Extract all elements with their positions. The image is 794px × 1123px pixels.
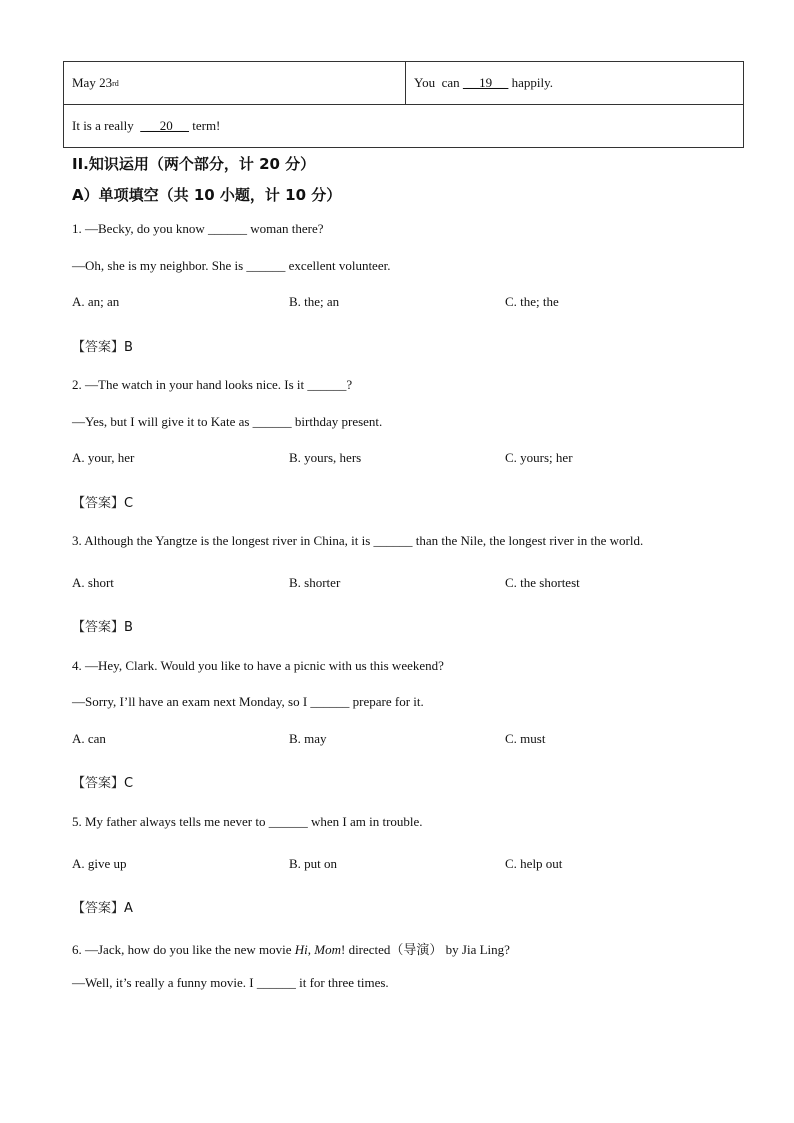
schedule-table — [63, 61, 744, 148]
table-row — [64, 105, 743, 147]
question-4-line-1: 4. —Hey, Clark. Would you like to have a picnic with us this weekend? — [72, 658, 444, 673]
question-3-option-c: C. the shortest — [505, 575, 580, 590]
date-text: May 23 — [72, 75, 113, 90]
cell-text: term! — [188, 118, 221, 133]
answer-tag: 【答案】 — [72, 496, 125, 511]
answer-value: C — [124, 496, 134, 511]
answer-tag: 【答案】 — [72, 901, 125, 916]
question-5-line-1: 5. My father always tells me never to ______ when I am in trouble. — [72, 814, 423, 829]
answer-value: B — [124, 340, 133, 355]
answer-tag: 【答案】 — [72, 340, 125, 355]
question-2-option-b: B. yours, hers — [289, 450, 362, 465]
question-2-answer — [72, 492, 133, 511]
question-5-option-a: A. give up — [72, 856, 127, 871]
question-4-answer — [72, 772, 133, 791]
answer-value: A — [124, 901, 133, 916]
question-text: ! directed（导演） by Jia Ling? — [340, 942, 510, 957]
question-1-line-2: —Oh, she is my neighbor. She is ______ excellent volunteer. — [72, 258, 391, 273]
question-6-line-1 — [72, 939, 510, 958]
question-4-option-c: C. must — [505, 731, 546, 746]
answer-value: B — [124, 620, 133, 635]
question-6-line-2: —Well, it’s really a funny movie. I ______ it for three times. — [72, 975, 389, 990]
question-1-answer — [72, 336, 133, 355]
cell-text: You can — [414, 75, 463, 90]
part-title: A）单项填空（共 10 小题，计 10 分） — [72, 186, 342, 204]
question-5-option-c: C. help out — [505, 856, 563, 871]
question-text: , — [307, 942, 315, 957]
table-cell-activity — [406, 62, 743, 104]
table-cell-date — [64, 62, 406, 104]
question-1-option-b: B. the; an — [289, 294, 340, 309]
table-row — [64, 62, 743, 105]
question-text: 6. —Jack, how do you like the new movie — [72, 942, 295, 957]
blank-20: __20__ — [140, 118, 189, 133]
movie-title-part: Hi — [294, 942, 308, 957]
blank-19: __19__ — [462, 75, 509, 90]
question-1-option-a: A. an; an — [72, 294, 120, 309]
question-4-option-a: A. can — [72, 731, 106, 746]
question-5-option-b: B. put on — [289, 856, 338, 871]
question-1-line-1: 1. —Becky, do you know ______ woman there? — [72, 221, 324, 236]
question-3-line-1: 3. Although the Yangtze is the longest river in China, it is ______ than the Nile, the longest river in the world. — [72, 533, 644, 548]
question-3-option-a: A. short — [72, 575, 114, 590]
movie-title-part: Mom — [314, 942, 341, 957]
question-4-option-b: B. may — [289, 731, 327, 746]
question-3-option-b: B. shorter — [289, 575, 341, 590]
question-2-option-c: C. yours; her — [505, 450, 573, 465]
question-2-line-2: —Yes, but I will give it to Kate as ______ birthday present. — [72, 414, 383, 429]
question-3-answer — [72, 616, 133, 635]
question-4-line-2: —Sorry, I’ll have an exam next Monday, so I ______ prepare for it. — [72, 694, 424, 709]
answer-value: C — [124, 776, 134, 791]
date-suffix: rd — [112, 78, 119, 88]
question-5-answer — [72, 897, 133, 916]
question-2-line-1: 2. —The watch in your hand looks nice. Is it ______? — [72, 377, 353, 392]
section-title: II.知识运用（两个部分，计 20 分） — [72, 155, 316, 173]
table-cell-summary — [64, 105, 220, 147]
answer-tag: 【答案】 — [72, 620, 125, 635]
question-2-option-a: A. your, her — [72, 450, 135, 465]
cell-text: It is a really — [72, 118, 141, 133]
question-1-option-c: C. the; the — [505, 294, 559, 309]
cell-text: happily. — [508, 75, 554, 90]
answer-tag: 【答案】 — [72, 776, 125, 791]
